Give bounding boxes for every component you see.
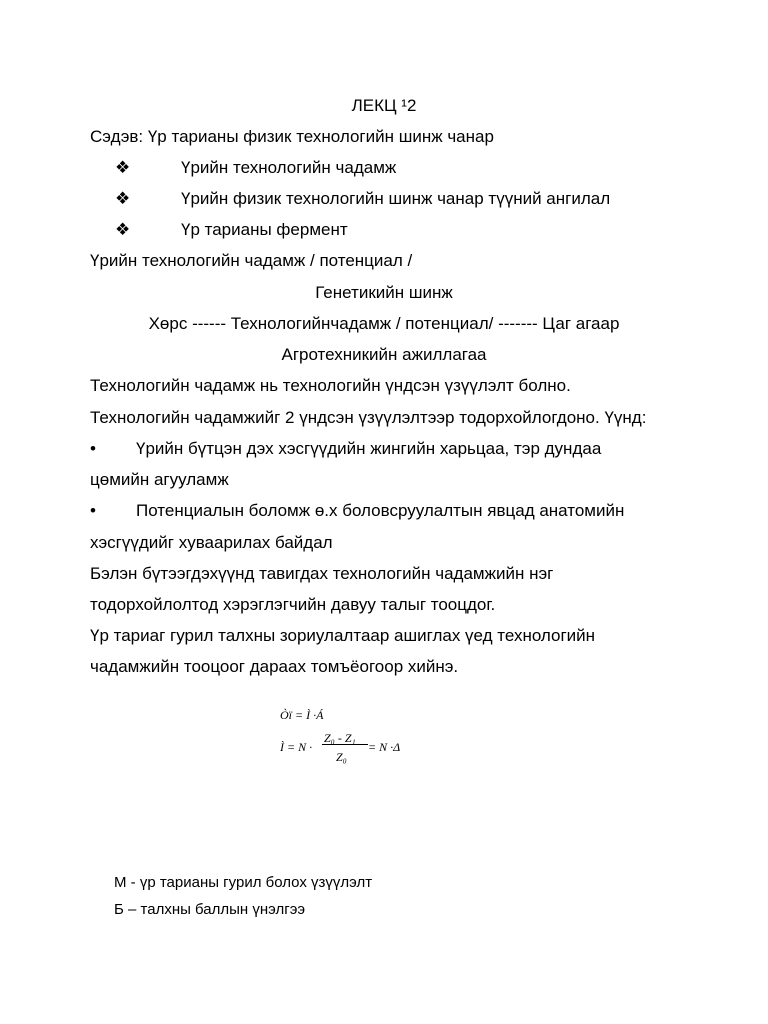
bullet-icon: • [90,439,96,458]
paragraph: тодорхойлолтод хэрэглэгчийн давуу талыг тооцдог. [90,595,496,614]
lecture-title: ЛЕКЦ ¹2 [351,96,417,115]
bullet-icon: • [90,501,96,520]
definition-b: Б – талхны баллын үнэлгээ [114,901,306,918]
paragraph: Үр тариаг гурил талхны зориулалтаар ашиглах үед технологийн [90,626,596,645]
fraction-bar [322,744,368,745]
paragraph: Технологийн чадамжийг 2 үндсэн үзүүлэлтээр тодорхойлогдоно. Үүнд: [90,408,647,427]
topic-bullet-icon: ❖ [115,158,131,177]
bullet-text-continued: хэсгүүдийг хуваарилах байдал [90,533,333,552]
diagram-bottom: Агротехникийн ажиллагаа [281,345,487,364]
formula-numerator: Z₀ - Z₁ [324,731,356,745]
formula-denominator: Z₀ [336,750,347,764]
diagram-middle: Хөрс ------ Технологийнчадамж / потенциал/ ------- Цаг агаар [148,314,620,333]
section-heading: Үрийн технологийн чадамж / потенциал / [90,251,413,270]
topic-bullet-icon: ❖ [115,220,131,239]
paragraph: Технологийн чадамж нь технологийн үндсэн үзүүлэлт болно. [90,376,571,395]
definition-m: М - үр тарианы гурил болох үзүүлэлт [114,874,373,891]
topic-item: Үр тарианы фермент [181,220,348,239]
formula-line-1: Òï = Ì ·Á [280,708,324,722]
topic-bullet-icon: ❖ [115,189,131,208]
diagram-top: Генетикийн шинж [315,283,453,302]
formula-line-2-lhs: Ì = N · [280,740,313,754]
topic-item: Үрийн технологийн чадамж [181,158,397,177]
topic-item: Үрийн физик технологийн шинж чанар түүний ангилал [181,189,611,208]
paragraph: чадамжийн тооцоог дараах томъёогоор хийнэ. [90,657,459,676]
bullet-text: Потенциалын боломж ө.х боловсруулалтын явцад анатомийн [136,501,625,520]
topic-line: Сэдэв: Үр тарианы физик технологийн шинж чанар [90,127,494,146]
bullet-text: Үрийн бүтцэн дэх хэсгүүдийн жингийн харьцаа, тэр дундаа [136,439,602,458]
paragraph: Бэлэн бүтээгдэхүүнд тавигдах технологийн чадамжийн нэг [90,564,554,583]
bullet-text-continued: цөмийн агууламж [90,470,229,489]
formula-line-2-rhs: = N ·Δ [368,740,401,754]
formula [276,700,416,780]
